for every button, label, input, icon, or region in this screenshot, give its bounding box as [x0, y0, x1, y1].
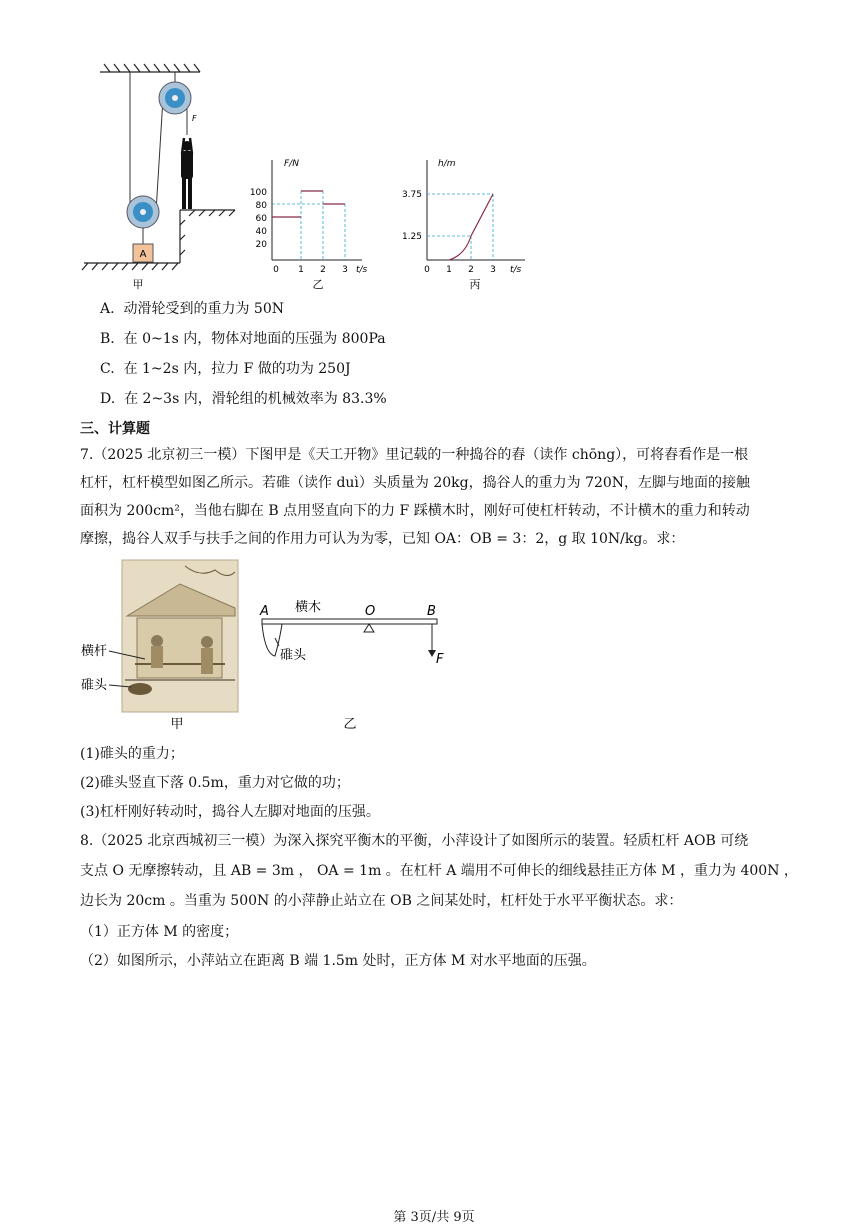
svg-text:3.75: 3.75: [401, 190, 422, 200]
option-b: B. 在 0~1s 内，物体对地面的压强为 800Pa: [100, 331, 386, 347]
label-duitou-2: 碓头: [280, 648, 307, 663]
label-a: A: [260, 604, 269, 619]
q7-line-3: 面积为 200cm²，当他右脚在 B 点用竖直向下的力 F 踩横木时，刚好可使杠杆转动，不计横木的重力和转动: [80, 503, 750, 519]
svg-text:100: 100: [249, 188, 267, 198]
svg-text:F/N: F/N: [284, 159, 299, 169]
label-yi-2: 乙: [343, 717, 357, 732]
label-o: O: [365, 604, 376, 619]
svg-text:60: 60: [255, 214, 267, 224]
svg-text:1: 1: [298, 265, 304, 275]
q7-line-2: 杠杆，杠杆模型如图乙所示。若碓（读作 duì）头质量为 20kg，捣谷人的重力为 720N，左脚与地面的接触: [80, 475, 751, 491]
q7-line-4: 摩擦，捣谷人双手与扶手之间的作用力可认为为零，已知 OA：OB = 3：2，g 取 10N/kg。求：: [80, 531, 685, 547]
lever-model: [259, 599, 444, 732]
option-a: A. 动滑轮受到的重力为 50N: [100, 301, 284, 317]
svg-text:h/m: h/m: [438, 159, 456, 169]
option-c: C. 在 1~2s 内，拉力 F 做的功为 250J: [100, 361, 351, 377]
label-duitou: 碓头: [81, 678, 108, 693]
weight-block: [133, 244, 153, 262]
q7-line-1: 7.（2025 北京初三一模）下图甲是《天工开物》里记载的一种捣谷的舂（读作 chōng），可将舂看作是一根: [80, 447, 749, 463]
q8-line-1: 8.（2025 北京西城初三一模）为深入探究平衡木的平衡，小萍设计了如图所示的装置。轻质杠杆 AOB 可绕: [80, 833, 749, 849]
q7-figure: [75, 556, 455, 736]
svg-text:0: 0: [273, 265, 279, 275]
label-hengmu: 横木: [295, 600, 322, 615]
moving-pulley: [127, 196, 159, 244]
label-henggan: 横杆: [81, 644, 108, 659]
q7-sub-3: (3)杠杆刚好转动时，捣谷人左脚对地面的压强。: [80, 804, 380, 820]
graph-yi: [250, 159, 368, 291]
force-label: F: [192, 114, 197, 123]
q8-line-3: 边长为 20cm 。当重为 500N 的小萍静止站立在 OB 之间某处时，杠杆处于水平平衡状态。求：: [80, 893, 683, 909]
svg-text:t/s: t/s: [510, 265, 522, 275]
svg-text:2: 2: [468, 265, 474, 275]
option-d: D. 在 2~3s 内，滑轮组的机械效率为 83.3%: [100, 391, 387, 407]
svg-text:1: 1: [446, 265, 452, 275]
illustration-jia: [122, 560, 238, 712]
svg-text:1.25: 1.25: [401, 232, 422, 242]
svg-text:40: 40: [255, 227, 267, 237]
label-jia: 甲: [132, 278, 144, 291]
q8-sub-2: （2）如图所示，小萍站立在距离 B 端 1.5m 处时，正方体 M 对水平地面的压强。: [80, 953, 596, 969]
svg-text:3: 3: [342, 265, 348, 275]
label-yi: 乙: [312, 278, 324, 291]
fixed-pulley: [159, 82, 191, 114]
svg-text:80: 80: [255, 201, 267, 211]
svg-text:20: 20: [255, 240, 267, 250]
q7-sub-1: (1)碓头的重力；: [80, 746, 184, 762]
figure-pulley-graphs: [70, 60, 540, 295]
svg-text:3: 3: [490, 265, 496, 275]
q8-sub-1: （1）正方体 M 的密度；: [80, 924, 239, 940]
person-figure: [181, 138, 193, 209]
page-footer: 第 3页/共 9页: [393, 1210, 475, 1225]
ceiling: [100, 64, 200, 72]
svg-text:t/s: t/s: [356, 265, 368, 275]
label-jia-2: 甲: [170, 717, 184, 732]
graph-bing: [402, 159, 525, 291]
label-b: B: [427, 604, 436, 619]
svg-text:0: 0: [424, 265, 430, 275]
label-bing: 丙: [469, 278, 481, 291]
svg-text:A: A: [139, 249, 147, 260]
ground: [82, 210, 235, 270]
q7-sub-2: (2)碓头竖直下落 0.5m，重力对它做的功；: [80, 775, 350, 791]
label-f: F: [436, 652, 444, 667]
section-heading: 三、计算题: [80, 421, 150, 437]
q8-line-2: 支点 O 无摩擦转动，且 AB = 3m ， OA = 1m 。在杠杆 A 端用不可伸长的细线悬挂正方体 M ，重力为 400N ，: [80, 863, 798, 879]
svg-text:2: 2: [320, 265, 326, 275]
